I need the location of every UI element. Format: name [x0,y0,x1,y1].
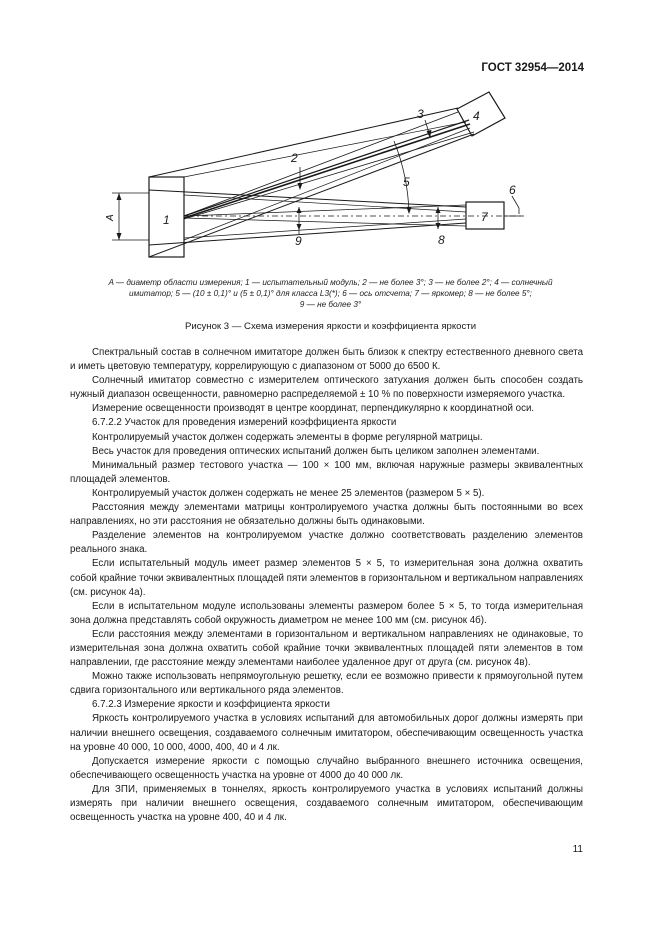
section-heading: 6.7.2.2 Участок для проведения измерений коэффициента яркости [92,417,397,429]
paragraph: Солнечный имитатор совместно с измерителем оптического затухания должен быть способен создать нужный диапазон освещенности, равномерно распределяемой ± 10 % по поверхности измеряемого участка. [70,375,583,401]
label-9: 9 [295,234,302,248]
paragraph: Можно также использовать непрямоугольную решетку, если ее возможно привести к прямоугольной путем сдвига горизонтального или вертикального ряда элементов. [70,671,583,697]
body-text [70,346,583,825]
standard-header: ГОСТ 32954—2014 [481,62,584,74]
label-1: 1 [163,213,170,227]
paragraph: Расстояния между элементами матрицы контролируемого участка должны быть постоянными во всех направлениях, но эти расстояния не обязательно должны быть одинаковыми. [70,502,583,528]
label-A: A [105,214,116,221]
label-8: 8 [438,233,445,247]
paragraph: Минимальный размер тестового участка — 100 × 100 мм, включая наружные размеры эквивалентных площадей элементов. [70,459,583,485]
paragraph: Допускается измерение яркости с помощью случайно выбранного внешнего источника освещения, обеспечивающего освещенность участка на уровне от 4000 до 40 000 лк. [70,755,583,781]
paragraph: Если расстояния между элементами в горизонтальном и вертикальном направлениях не одинаковые, то измерительная зона должна охватить собой крайние точки эквивалентных площадей пяти элементов в том направлении, где расстояние между элементами наиболее удаленное друг от друга (см. рисунок 4в). [70,628,583,669]
solar-simulator-box [457,92,505,136]
page-number: 11 [572,844,583,855]
paragraph: Измерение освещенности производят в центре координат, перпендикулярно к координатной оси. [92,403,535,415]
figure-legend [70,277,591,310]
measurement-diagram [0,0,661,260]
legend-line: A — диаметр области измерения; 1 — испытательный модуль; 2 — не более 3°; 3 — не более 2°; 4 — солнечный [108,278,553,287]
label-5: 5 [403,175,410,189]
label-6: 6 [509,183,516,197]
paragraph: Если в испытательном модуле использованы элементы размером более 5 × 5, то тогда измерительная зона должна представлять собой окружность диаметром не менее 100 мм (см. рисунок 4б). [70,600,583,626]
section-heading: 6.7.2.3 Измерение яркости и коэффициента яркости [92,699,330,711]
paragraph: Спектральный состав в солнечном имитаторе должен быть близок к спектру естественного дневного света и иметь цветовую температуру, коррелирующую с диапазоном от 5000 до 6500 К. [70,347,583,373]
label-3: 3 [417,107,424,121]
paragraph: Яркость контролируемого участка в условиях испытаний для автомобильных дорог должны измерять при наличии внешнего освещения, создаваемого солнечным имитатором, обеспечивающим освещенность участка на уровне 40 000, 10 000, 4000, 400, 40 и 4 лк. [70,713,583,753]
legend-line: 9 — не более 3° [299,300,362,309]
paragraph: Весь участок для проведения оптических испытаний должен быть целиком заполнен элементами. [92,445,540,457]
label-2: 2 [291,151,298,165]
paragraph: Разделение элементов на контролируемом участке должно соответствовать разделению элементов реального знака. [70,530,583,556]
figure-caption: Рисунок 3 — Схема измерения яркости и коэффициента яркости [184,321,477,332]
legend-line: имитатор; 5 — (10 ± 0,1)° и (5 ± 0,1)° для класса L3(*); 6 — ось отсчета; 7 — яркомер; 8 — не более 5°; [129,289,532,298]
paragraph: Контролируемый участок должен содержать элементы в форме регулярной матрицы. [92,431,483,443]
label-7: 7 [481,210,488,224]
paragraph: Контролируемый участок должен содержать не менее 25 элементов (размером 5 × 5). [92,487,485,499]
label-4: 4 [473,109,480,123]
paragraph: Если испытательный модуль имеет размер элементов 5 × 5, то измерительная зона должна охватить собой крайние точки эквивалентных площадей пяти элементов в горизонтальном и вертикальном направлениях (см. рисунок 4а). [70,558,583,598]
paragraph: Для ЗПИ, применяемых в тоннелях, яркость контролируемого участка в условиях испытаний должны измерять при наличии внешнего освещения, создаваемого солнечным имитатором, обеспечивающим освещенность участка на уровне 400, 40 и 4 лк. [70,783,583,824]
